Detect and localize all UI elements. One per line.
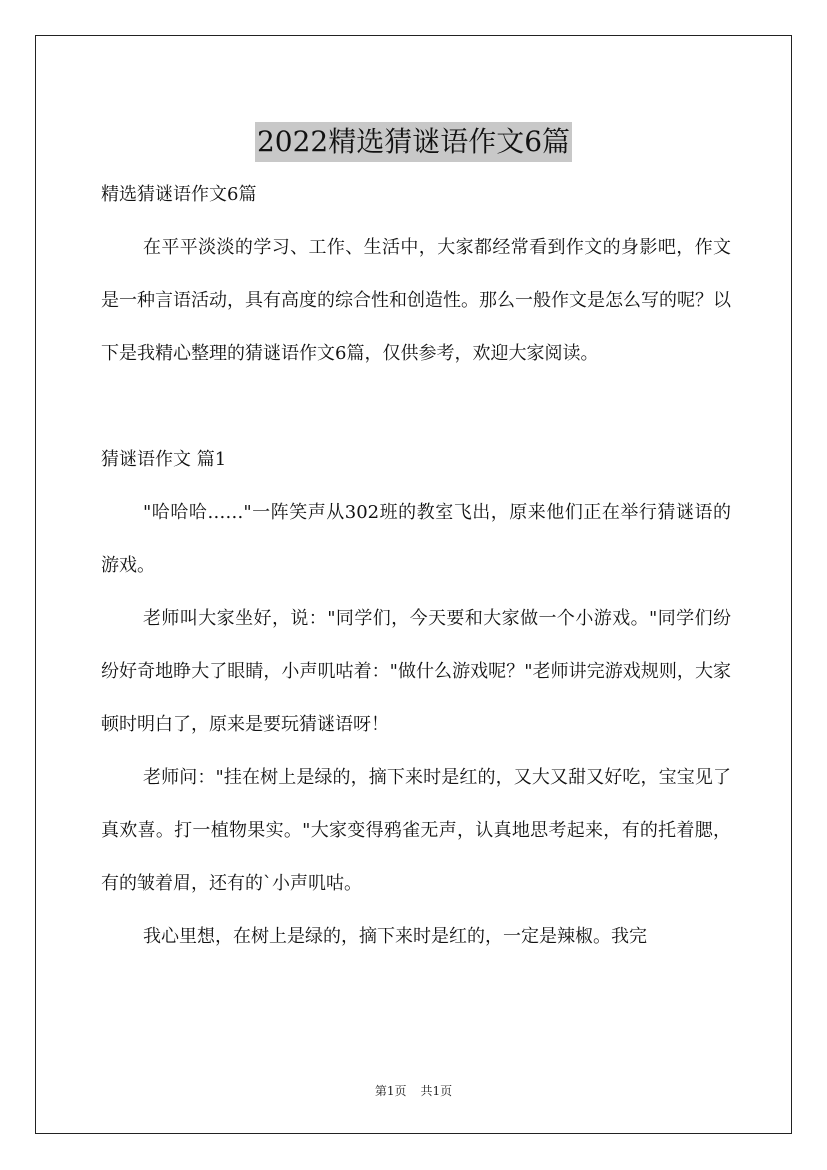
document-title: 2022精选猜谜语作文6篇	[255, 122, 572, 162]
page-number-current: 第1页	[374, 1084, 407, 1098]
document-body	[101, 168, 731, 963]
page-footer	[0, 1083, 827, 1099]
intro-paragraph: 在平平淡淡的学习、工作、生活中，大家都经常看到作文的身影吧，作文是一种言语活动，具有高度的综合性和创造性。那么一般作文是怎么写的呢？以下是我精心整理的猜谜语作文6篇，仅供参考，欢迎大家阅读。	[101, 237, 731, 364]
document-subtitle: 精选猜谜语作文6篇	[101, 184, 257, 205]
body-paragraph-1: "哈哈哈……"一阵笑声从302班的教室飞出，原来他们正在举行猜谜语的游戏。	[101, 502, 731, 576]
section-gap	[101, 380, 731, 433]
section-heading: 猜谜语作文 篇1	[101, 449, 227, 470]
page-number-total: 共1页	[420, 1084, 453, 1098]
body-paragraph-3: 老师问："挂在树上是绿的，摘下来时是红的，又大又甜又好吃，宝宝见了真欢喜。打一植物果实。"大家变得鸦雀无声，认真地思考起来，有的托着腮，有的皱着眉，还有的`小声叽咕。	[101, 767, 731, 894]
body-paragraph-4: 我心里想，在树上是绿的，摘下来时是红的，一定是辣椒。我完	[143, 926, 647, 947]
body-paragraph-2: 老师叫大家坐好，说："同学们，今天要和大家做一个小游戏。"同学们纷纷好奇地睁大了眼睛，小声叽咕着："做什么游戏呢？"老师讲完游戏规则，大家顿时明白了，原来是要玩猜谜语呀！	[101, 608, 731, 735]
